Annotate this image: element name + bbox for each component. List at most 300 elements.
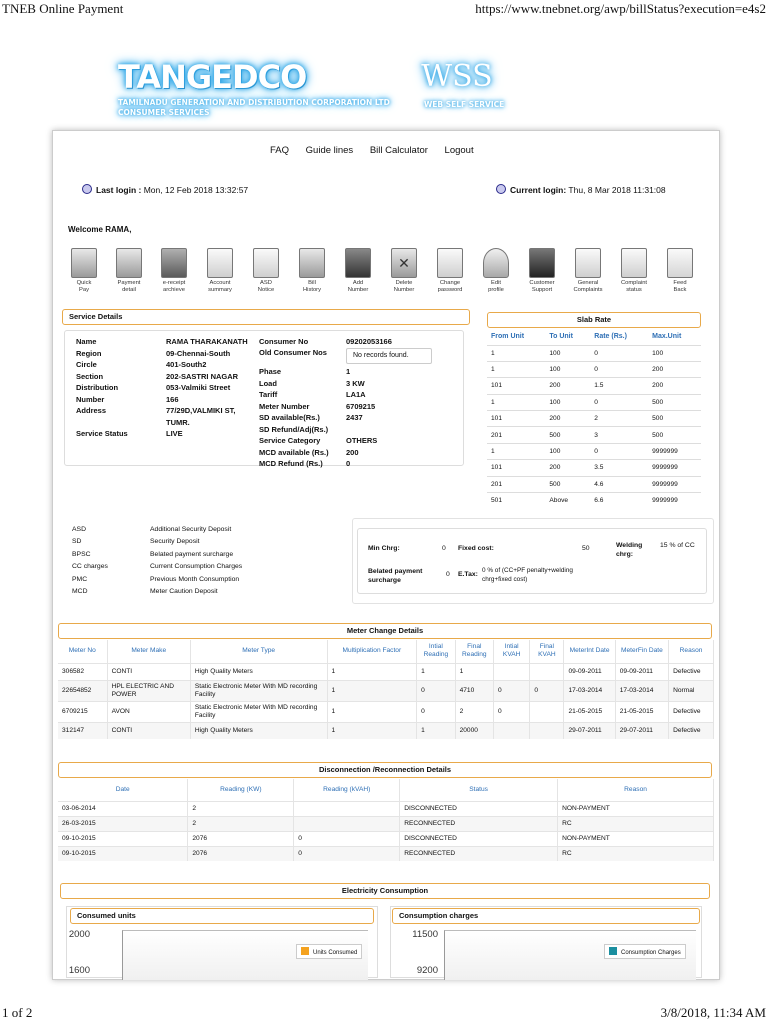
value-name: RAMA THARAKANATH — [166, 337, 248, 346]
legend-swatch — [609, 947, 617, 955]
change-password-button[interactable] — [428, 248, 472, 294]
print-footer — [0, 1004, 768, 1024]
ytick-left-1: 2000 — [68, 929, 90, 940]
slab-cell: 1 — [487, 443, 545, 459]
pencil-document-icon — [437, 248, 463, 278]
meter-cell — [530, 663, 564, 680]
last-login — [82, 184, 248, 195]
support-icon — [529, 248, 555, 278]
slab-cell: 1.5 — [590, 378, 648, 394]
label: Notice — [257, 287, 275, 293]
meter-cell: 17-03-2014 — [564, 680, 615, 701]
meter-cell: 21-05-2015 — [615, 701, 668, 722]
slab-cell: 3.5 — [590, 460, 648, 476]
slab-cell: 4.6 — [590, 476, 648, 492]
disconnection-cell: 2 — [188, 816, 294, 831]
label: status — [626, 287, 642, 293]
checklist-icon — [575, 248, 601, 278]
rows — [58, 663, 714, 739]
fixed-cost-label: Fixed cost: — [458, 545, 494, 552]
slab-cell: 3 — [590, 427, 648, 443]
disconnection-cell: NON-PAYMENT — [558, 801, 714, 816]
abbr-row — [62, 586, 352, 598]
abbr-value: Current Consumption Charges — [150, 563, 243, 571]
slab-row — [487, 493, 701, 509]
print-url: https://www.tnebnet.org/awp/billStatus?execution=e4s2 — [475, 1, 766, 16]
meter-col-header: Final Reading — [455, 640, 493, 663]
disconnection-cell: 0 — [294, 846, 400, 861]
meter-col-header: Meter Make — [107, 640, 190, 663]
meter-cell: 09-09-2011 — [615, 663, 668, 680]
meter-cell: 1 — [327, 722, 417, 739]
slab-cell: 0 — [590, 443, 648, 459]
label: Pay — [79, 287, 89, 293]
service-right-labels — [259, 366, 329, 470]
quick-pay-icon — [71, 248, 97, 278]
col-from-unit: From Unit — [491, 332, 525, 340]
welding-charge-label: Welding chrg: — [616, 542, 643, 558]
last-login-value: Mon, 12 Feb 2018 13:32:57 — [143, 185, 249, 195]
delete-number-button[interactable] — [382, 248, 426, 294]
label: Edit — [491, 280, 501, 286]
disconnection-cell: 0 — [294, 831, 400, 846]
slab-cell: 100 — [545, 443, 590, 459]
label-mcd-refund: MCD Refund (Rs.) — [259, 459, 323, 468]
print-page: 1 of 2 — [2, 1005, 33, 1020]
disconnection-table — [58, 779, 714, 861]
print-title: TNEB Online Payment — [2, 1, 124, 16]
abbr-row — [62, 524, 352, 536]
disconnection-cell — [294, 801, 400, 816]
charges-panel — [357, 528, 707, 594]
ytick-right-1: 11500 — [412, 929, 438, 940]
slab-cell: 500 — [648, 427, 701, 443]
ytick-right-2: 9200 — [416, 965, 438, 976]
label: Number — [393, 287, 415, 293]
disconnection-cell: DISCONNECTED — [400, 831, 558, 846]
slab-cell: 101 — [487, 378, 545, 394]
quick-pay-button[interactable] — [62, 248, 106, 294]
slab-cell: 500 — [545, 476, 590, 492]
abbr-key: MCD — [72, 587, 88, 595]
ytick-left-2: 1600 — [68, 965, 90, 976]
value-tariff: LA1A — [346, 390, 366, 399]
label-sd-refund: SD Refund/Adj(Rs.) — [259, 424, 329, 434]
value-phase: 1 — [346, 367, 351, 376]
old-consumer-label: Old Consumer Nos — [259, 348, 327, 357]
value-load: 3 KW — [346, 378, 365, 388]
abbr-value: Meter Caution Deposit — [150, 587, 218, 595]
label-phase: Phase — [259, 367, 282, 376]
slab-cell: 9999999 — [648, 493, 701, 509]
meter-cell: 4710 — [455, 680, 493, 701]
slab-row — [487, 427, 701, 443]
header-row — [58, 640, 714, 663]
meter-cell: 09-09-2011 — [564, 663, 615, 680]
slab-cell: 500 — [545, 427, 590, 443]
window-icon — [621, 248, 647, 278]
slab-row — [487, 460, 701, 476]
meter-cell: 1 — [327, 663, 417, 680]
abbr-key: CC charges — [72, 563, 108, 571]
meter-row — [58, 722, 714, 739]
value-number: 166 — [166, 394, 179, 404]
meter-row — [58, 663, 714, 680]
value-mcd-available: 200 — [346, 447, 359, 457]
service-details-heading: Service Details — [62, 309, 470, 325]
rows — [58, 801, 714, 861]
value-sd-refund — [346, 424, 377, 436]
electricity-consumption-heading: Electricity Consumption — [60, 883, 710, 899]
meter-cell: 0 — [494, 680, 530, 701]
slab-cell: 9999999 — [648, 443, 701, 459]
meter-cell: CONTI — [107, 663, 190, 680]
meter-col-header: MeterInt Date — [564, 640, 615, 663]
general-complaints-button[interactable] — [566, 248, 610, 294]
meter-cell: High Quality Meters — [190, 722, 327, 739]
label: History — [302, 287, 322, 293]
clock-icon — [82, 184, 92, 194]
meter-cell: CONTI — [107, 722, 190, 739]
consumed-units-title: Consumed units — [70, 908, 374, 924]
meter-cell: 21-05-2015 — [564, 701, 615, 722]
disconnection-col-header: Reading (KW) — [188, 779, 294, 801]
service-toolbar — [62, 248, 712, 300]
slab-row — [487, 411, 701, 427]
top-nav — [270, 145, 488, 156]
label-service-category: Service Category — [259, 436, 321, 445]
add-user-icon — [345, 248, 371, 278]
slab-rows — [487, 345, 701, 509]
slab-cell: 9999999 — [648, 460, 701, 476]
meter-cell: 0 — [417, 680, 455, 701]
abbr-row — [62, 561, 352, 573]
nav-faq[interactable]: FAQ — [270, 145, 290, 156]
slab-cell: 2 — [590, 411, 648, 427]
meter-change-table — [58, 640, 714, 739]
disconnection-cell: 2076 — [188, 831, 294, 846]
disconnection-cell: 09-10-2015 — [58, 831, 188, 846]
meter-cell: 312147 — [58, 722, 107, 739]
service-left-values — [166, 336, 248, 440]
label: Quick — [76, 280, 92, 286]
meter-cell: 0 — [530, 680, 564, 701]
meter-cell: Defective — [669, 663, 714, 680]
disconnection-cell: 26-03-2015 — [58, 816, 188, 831]
abbr-key: SD — [72, 538, 82, 546]
value-service-category: OTHERS — [346, 436, 378, 445]
value-region: 09-Chennai-South — [166, 348, 231, 358]
meter-col-header: Meter Type — [190, 640, 327, 663]
slab-cell: 201 — [487, 476, 545, 492]
nav-bill-calculator[interactable]: Bill Calculator — [369, 145, 428, 156]
disconnection-row — [58, 801, 714, 816]
label-section: Section — [76, 371, 104, 381]
header-row — [58, 779, 714, 801]
label: Add — [352, 280, 364, 286]
label: Support — [531, 287, 553, 293]
slab-row — [487, 361, 701, 377]
slab-cell: 100 — [648, 345, 701, 361]
disconnection-col-header: Reason — [558, 779, 714, 801]
min-charge-label: Min Chrg: — [368, 545, 400, 552]
meter-cell: 306582 — [58, 663, 107, 680]
slab-cell: 500 — [648, 411, 701, 427]
welcome-text: Welcome RAMA, — [68, 225, 132, 234]
slab-cell: 1 — [487, 361, 545, 377]
current-login — [496, 184, 666, 195]
label-meter-number: Meter Number — [259, 401, 310, 411]
abbr-row — [62, 549, 352, 561]
consumer-services: CONSUMER SERVICES — [118, 108, 210, 117]
consumed-units-legend — [296, 944, 362, 959]
wss-subtitle: WEB SELF SERVICE — [424, 100, 505, 109]
meter-col-header: MeterFin Date — [615, 640, 668, 663]
slab-cell: 0 — [590, 361, 648, 377]
disconnection-cell: RECONNECTED — [400, 816, 558, 831]
corp-name: TAMILNADU GENERATION AND DISTRIBUTION CORPORATION LTD — [118, 98, 390, 107]
slab-cell: 500 — [648, 394, 701, 410]
label: Feed — [673, 280, 687, 286]
abbr-key: BPSC — [72, 550, 91, 558]
meter-cell: Defective — [669, 701, 714, 722]
label-circle: Circle — [76, 360, 97, 369]
slab-cell: Above — [545, 493, 590, 509]
slab-cell: 200 — [545, 460, 590, 476]
label-name: Name — [76, 337, 97, 346]
label: detail — [122, 287, 136, 293]
value-service-status: LIVE — [166, 429, 183, 438]
disconnection-cell: 09-10-2015 — [58, 846, 188, 861]
disconnection-cell: NON-PAYMENT — [558, 831, 714, 846]
slab-cell: 200 — [648, 361, 701, 377]
slab-row — [487, 345, 701, 361]
slab-cell: 200 — [545, 411, 590, 427]
label: archieve — [163, 287, 185, 293]
meter-col-header: Multiplication Factor — [327, 640, 417, 663]
meter-col-header: Intial Reading — [417, 640, 455, 663]
e-receipt-button[interactable] — [152, 248, 196, 294]
slab-cell: 100 — [545, 361, 590, 377]
customer-support-button[interactable] — [520, 248, 564, 294]
no-records-box: No records found. — [346, 348, 432, 364]
spacer — [76, 417, 128, 429]
value-distribution: 053-Valmiki Street — [166, 383, 231, 392]
fixed-cost-value: 50 — [582, 545, 590, 552]
slab-cell: 100 — [545, 394, 590, 410]
meter-cell: AVON — [107, 701, 190, 722]
meter-col-header: Final KVAH — [530, 640, 564, 663]
belated-surcharge-label: Belated payment surcharge — [368, 568, 423, 584]
abbr-row — [62, 536, 352, 548]
slab-row — [487, 476, 701, 492]
meter-cell: 1 — [417, 663, 455, 680]
disconnection-col-header: Date — [58, 779, 188, 801]
min-charge-value: 0 — [442, 545, 446, 552]
label-distribution: Distribution — [76, 383, 119, 392]
add-number-button[interactable] — [336, 248, 380, 294]
meter-row — [58, 680, 714, 701]
last-login-label: Last login : — [96, 185, 142, 195]
label-service-status: Service Status — [76, 429, 128, 438]
tangedco-subtitle — [118, 98, 390, 118]
label-address: Address — [76, 406, 107, 415]
consumer-no-label: Consumer No — [259, 337, 309, 346]
label: summary — [208, 287, 232, 293]
account-summary-button[interactable] — [198, 248, 242, 294]
meter-cell: 17-03-2014 — [615, 680, 668, 701]
meter-cell: 22654852 — [58, 680, 107, 701]
feedback-button[interactable] — [658, 248, 702, 294]
disconnection-cell — [294, 816, 400, 831]
bill-history-button[interactable] — [290, 248, 334, 294]
disconnection-row — [58, 831, 714, 846]
calculator-icon — [299, 248, 325, 278]
slab-cell: 101 — [487, 411, 545, 427]
disconnection-col-header: Reading (kVAH) — [294, 779, 400, 801]
value-address: 77/29D,VALMIKI ST, — [166, 406, 236, 415]
disconnection-heading: Disconnection /Reconnection Details — [58, 762, 712, 778]
abbr-key: ASD — [72, 526, 86, 533]
disconnection-cell: RC — [558, 816, 714, 831]
abbr-value: Belated payment surcharge — [150, 550, 234, 558]
col-max-unit: Max.Unit — [652, 332, 682, 340]
slab-cell: 1 — [487, 345, 545, 361]
label: Complaint — [620, 280, 648, 286]
disconnection-row — [58, 816, 714, 831]
label: Payment — [117, 280, 141, 286]
slab-cell: 200 — [648, 378, 701, 394]
legend-label: Consumption Charges — [621, 950, 681, 956]
legend-swatch — [301, 947, 309, 955]
label-mcd-available: MCD available (Rs.) — [259, 447, 329, 457]
meter-cell: 0 — [417, 701, 455, 722]
label-region: Region — [76, 348, 102, 358]
abbr-row — [62, 574, 352, 586]
meter-cell — [530, 722, 564, 739]
disconnection-row — [58, 846, 714, 861]
nav-logout[interactable]: Logout — [444, 145, 474, 156]
label: ASD — [260, 280, 272, 286]
meter-cell: 0 — [494, 701, 530, 722]
label-tariff: Tariff — [259, 390, 278, 399]
meter-change-heading: Meter Change Details — [58, 623, 712, 639]
abbr-value: Additional Security Deposit — [150, 526, 232, 533]
meter-cell — [494, 722, 530, 739]
value-mcd-refund: 0 — [346, 459, 351, 468]
meter-cell — [530, 701, 564, 722]
disconnection-cell: DISCONNECTED — [400, 801, 558, 816]
label: Change — [439, 280, 461, 286]
nav-guidelines[interactable]: Guide lines — [305, 145, 354, 156]
label: Bill — [308, 280, 316, 286]
print-datetime: 3/8/2018, 11:34 AM — [660, 1005, 766, 1020]
meter-cell: Static Electronic Meter With MD recording Facility — [190, 701, 327, 722]
payment-detail-button[interactable] — [107, 248, 151, 294]
welding-charge-value: 15 % of CC — [660, 542, 695, 549]
meter-cell: 29-07-2011 — [564, 722, 615, 739]
meter-cell: 1 — [327, 680, 417, 701]
col-rate: Rate (Rs.) — [594, 332, 627, 340]
abbr-value: Previous Month Consumption — [150, 575, 240, 583]
label: Complaints — [573, 287, 603, 293]
label: Number — [347, 287, 369, 293]
envelope-icon — [667, 248, 693, 278]
disconnection-cell: RECONNECTED — [400, 846, 558, 861]
col-to-unit: To Unit — [549, 332, 573, 340]
slab-row — [487, 394, 701, 410]
abbr-key: PMC — [72, 575, 88, 583]
slab-cell: 1 — [487, 394, 545, 410]
meter-cell: 2 — [455, 701, 493, 722]
user-profile-icon — [483, 248, 509, 278]
meter-col-header: Meter No — [58, 640, 107, 663]
clock-icon — [496, 184, 506, 194]
disconnection-cell: 2 — [188, 801, 294, 816]
wss-logo: WSS — [421, 59, 493, 94]
document-stack-icon — [207, 248, 233, 278]
asd-notice-button[interactable] — [244, 248, 288, 294]
consumption-charges-title: Consumption charges — [392, 908, 700, 924]
label: Back — [673, 287, 687, 293]
meter-cell — [494, 663, 530, 680]
meter-cell: 1 — [417, 722, 455, 739]
complaint-status-button[interactable] — [612, 248, 656, 294]
slab-cell: 100 — [545, 345, 590, 361]
meter-cell: Defective — [669, 722, 714, 739]
slab-cell: 6.6 — [590, 493, 648, 509]
slab-cell: 0 — [590, 345, 648, 361]
label: profile — [488, 287, 504, 293]
label-load: Load — [259, 378, 277, 388]
label: e-receipt — [162, 280, 186, 286]
slab-rate-heading: Slab Rate — [487, 312, 701, 328]
consumer-no-value: 09202053166 — [346, 337, 392, 346]
abbr-value: Security Deposit — [150, 538, 200, 546]
label: password — [437, 287, 463, 293]
meter-row — [58, 701, 714, 722]
slab-cell: 201 — [487, 427, 545, 443]
label: General — [577, 280, 599, 286]
delete-x-icon: ✕ — [391, 248, 417, 278]
tangedco-logo: TANGEDCO — [118, 58, 307, 96]
meter-cell: High Quality Meters — [190, 663, 327, 680]
meter-col-header: Intial KVAH — [494, 640, 530, 663]
slab-cell: 101 — [487, 460, 545, 476]
service-right-values — [346, 366, 377, 470]
slab-cell: 0 — [590, 394, 648, 410]
abbreviations — [62, 524, 352, 598]
value-circle: 401-South2 — [166, 360, 207, 369]
meter-cell: 29-07-2011 — [615, 722, 668, 739]
value-meter-number: 6709215 — [346, 401, 376, 411]
meter-cell: Normal — [669, 680, 714, 701]
disconnection-cell: 03-06-2014 — [58, 801, 188, 816]
service-left-labels — [76, 336, 128, 440]
edit-profile-button[interactable] — [474, 248, 518, 294]
value-sd-available: 2437 — [346, 413, 363, 422]
etax-label: E.Tax: — [458, 571, 478, 578]
meter-cell: 1 — [327, 701, 417, 722]
disconnection-col-header: Status — [400, 779, 558, 801]
slab-cell: 501 — [487, 493, 545, 509]
consumption-charges-legend — [604, 944, 686, 959]
notice-icon — [253, 248, 279, 278]
disconnection-cell: RC — [558, 846, 714, 861]
label: Customer — [529, 280, 555, 286]
meter-cell: Static Electronic Meter With MD recording Facility — [190, 680, 327, 701]
label: Delete — [395, 280, 413, 286]
